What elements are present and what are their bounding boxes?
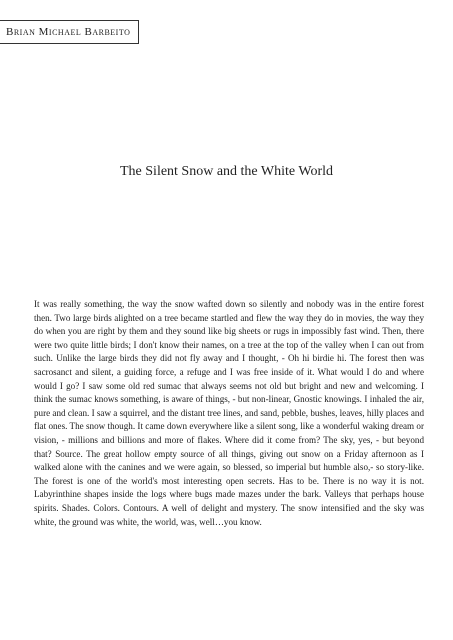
author-name: Brian Michael Barbeito	[6, 26, 131, 38]
body-paragraph: It was really something, the way the snow wafted down so silently and nobody was in the entire forest then. Two large birds alighted on a tree became startled and flew the way they do in movies, the way they do when you are right by them and they sound like big sheets or rugs in impossibly fast wind. Then, there were two quite little birds; I don't know their names, on a tree at the top of the valley when I can out from such. Unlike the large birds they did not fly away and I thought, - Oh hi birdie hi. The forest then was sacrosanct and silent, a guiding force, a refuge and I was free inside of it. What would I do and where would I go? I saw some old red sumac that always seems not old but bright and new and welcoming. I think the sumac knows something, is aware of things, - but non-linear, Gnostic knowings. I inhaled the air, pure and clean. I saw a squirrel, and the distant tree lines, and sand, pebble, bushes, leaves, hilly places and flat ones. The snow though. It came down everywhere like a silent song, like a wonderful waking dream or vision, - millions and billions and more of flakes. Where did it come from? The sky, yes, - but beyond that? Source. The great hollow empty source of all things, giving out snow on a Friday afternoon as I walked alone with the canines and we were again, so blessed, so imperial but humble also,- so story-like. The forest is one of the world's most interesting open secrets. Has to be. There is no way it is not. Labyrinthine shapes inside the logs where bugs made mazes under the bark. Valleys that perhaps house spirits. Shades. Colors. Contours. A well of delight and mystery. The snow intensified and the sky was white, the ground was white, the world, was, well…you know.	[34, 299, 424, 527]
page-title: The Silent Snow and the White World	[120, 164, 333, 179]
author-header-box	[0, 20, 139, 44]
